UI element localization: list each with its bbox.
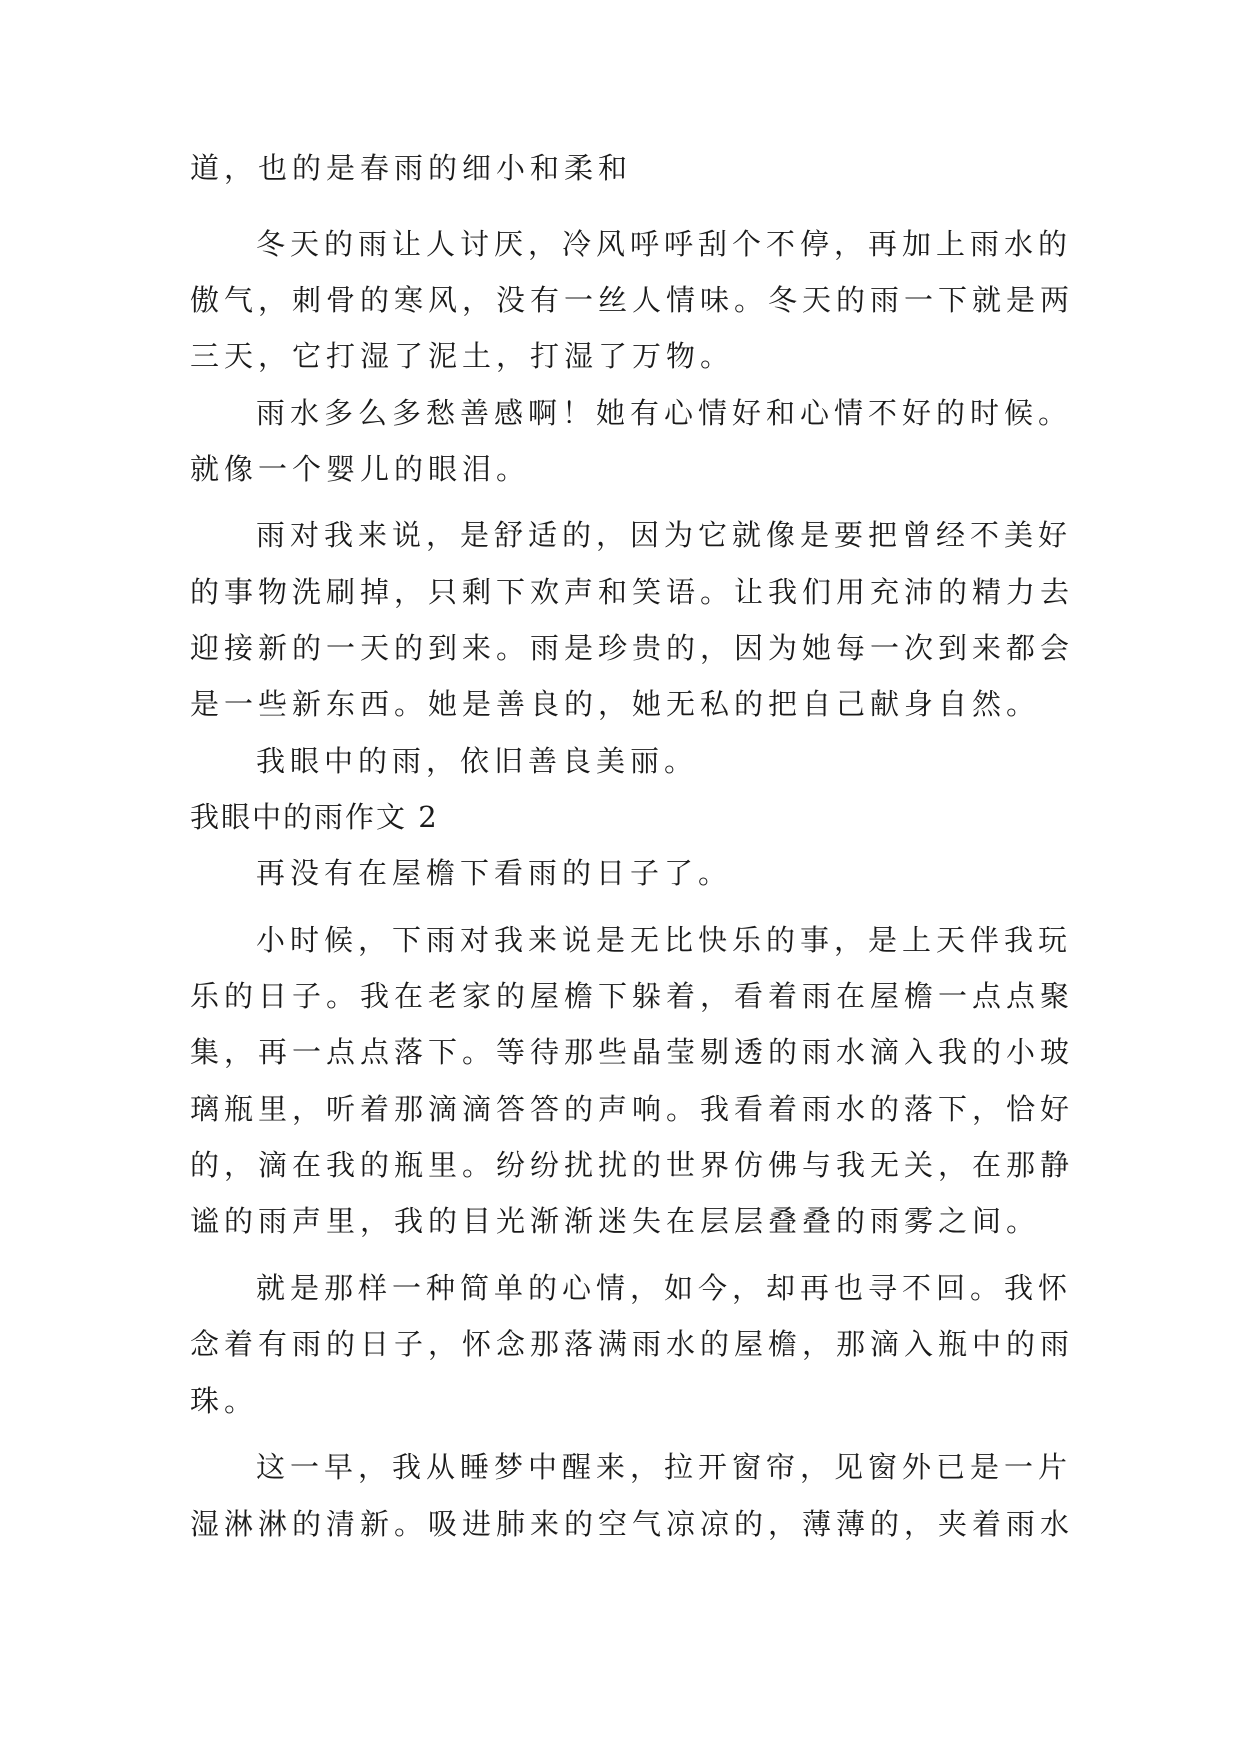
text-line: 是一些新东西。她是善良的，她无私的把自己献身自然。	[190, 687, 1041, 721]
text-line: 道，也的是春雨的细小和柔和	[190, 151, 633, 185]
paragraph-first-line: 小时候，下雨对我来说是无比快乐的事，是上天伴我玩	[256, 923, 1073, 957]
paragraph-first-line: 雨对我来说，是舒适的，因为它就像是要把曾经不美好	[256, 518, 1073, 552]
text-line: 的事物洗刷掉，只剩下欢声和笑语。让我们用充沛的精力去	[190, 575, 1075, 609]
text-line: 的，滴在我的瓶里。纷纷扰扰的世界仿佛与我无关，在那静	[190, 1148, 1075, 1182]
text-line: 集，再一点点落下。等待那些晶莹剔透的雨水滴入我的小玻	[190, 1035, 1075, 1069]
paragraph-first-line: 这一早，我从睡梦中醒来，拉开窗帘，见窗外已是一片	[256, 1450, 1073, 1484]
text-line: 谧的雨声里，我的目光渐渐迷失在层层叠叠的雨雾之间。	[190, 1204, 1041, 1238]
paragraph-first-line: 雨水多么多愁善感啊！她有心情好和心情不好的时候。	[256, 396, 1073, 430]
section-heading: 我眼中的雨作文 2	[190, 800, 439, 834]
paragraph-first-line: 就是那样一种简单的心情，如今，却再也寻不回。我怀	[256, 1271, 1073, 1305]
text-line: 迎接新的一天的到来。雨是珍贵的，因为她每一次到来都会	[190, 631, 1075, 665]
text-line: 乐的日子。我在老家的屋檐下躲着，看着雨在屋檐一点点聚	[190, 979, 1075, 1013]
text-line: 珠。	[190, 1384, 259, 1418]
text-line: 湿淋淋的清新。吸进肺来的空气凉凉的，薄薄的，夹着雨水	[190, 1507, 1075, 1541]
text-line: 就像一个婴儿的眼泪。	[190, 452, 531, 486]
text-line: 三天，它打湿了泥土，打湿了万物。	[190, 339, 735, 373]
paragraph-first-line: 我眼中的雨，依旧善良美丽。	[256, 744, 699, 778]
paragraph-first-line: 冬天的雨让人讨厌，冷风呼呼刮个不停，再加上雨水的	[256, 227, 1073, 261]
paragraph-first-line: 再没有在屋檐下看雨的日子了。	[256, 856, 733, 890]
text-line: 傲气，刺骨的寒风，没有一丝人情味。冬天的雨一下就是两	[190, 283, 1075, 317]
text-line: 念着有雨的日子，怀念那落满雨水的屋檐，那滴入瓶中的雨	[190, 1327, 1075, 1361]
text-line: 璃瓶里，听着那滴滴答答的声响。我看着雨水的落下，恰好	[190, 1092, 1075, 1126]
